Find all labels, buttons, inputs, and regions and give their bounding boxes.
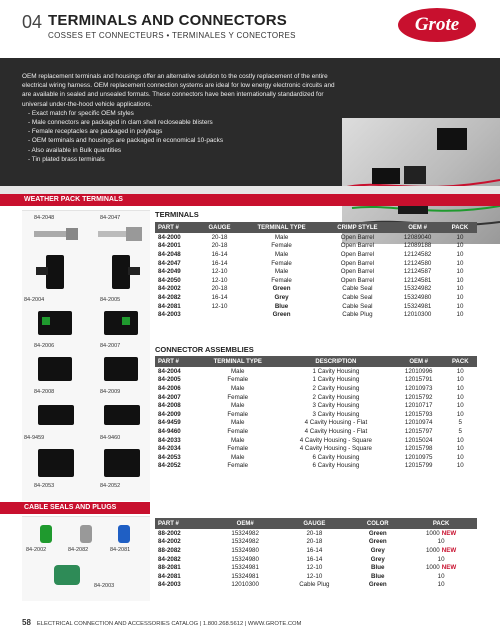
terminal-type: Green [272, 285, 291, 293]
section-subtitle: COSSES ET CONNECTEURS • TERMINALES Y CONECTORES [48, 31, 296, 40]
part-number: 88-2081 [158, 564, 181, 572]
part-number: 84-2049 [158, 268, 181, 276]
terminal-type: Female [271, 259, 292, 267]
connectors-table [155, 356, 477, 470]
gauge: 12-10 [211, 268, 228, 276]
terminal-type: Male [231, 402, 245, 410]
table-header-row [155, 222, 477, 233]
pack: 10 [456, 311, 464, 319]
cable-seals-banner: CABLE SEALS AND PLUGS [0, 502, 150, 514]
table-row [155, 293, 477, 302]
pack-cell [405, 555, 477, 564]
connector-2-cavity-female-icon [100, 307, 144, 341]
pack: 10 [456, 276, 464, 284]
photo-label: 84-2009 [100, 389, 121, 395]
gauge: 20-18 [211, 285, 228, 293]
pack: 10 [456, 436, 464, 444]
connector-6-cavity-female-icon [100, 445, 144, 481]
part-number: 88-2002 [158, 529, 181, 537]
connector-1-cavity-female-icon [102, 251, 142, 295]
connector-4-cavity-flat-female-icon [100, 399, 144, 433]
photo-label: 84-2048 [34, 215, 55, 221]
oem-number: 15324982 [231, 538, 259, 546]
connector-3-cavity-male-icon [34, 353, 78, 387]
connector-2-cavity-male-icon [34, 307, 78, 341]
description: 4 Cavity Housing - Flat [304, 419, 368, 427]
table-row [155, 410, 477, 419]
pack: 10 [437, 581, 445, 589]
description: 3 Cavity Housing [312, 402, 360, 410]
part-number: 84-2047 [158, 259, 181, 267]
terminal-type: Male [274, 233, 289, 241]
pack: 5 [458, 427, 462, 435]
crimp-style: Open Barrel [340, 242, 375, 250]
part-number: 84-2081 [158, 572, 181, 580]
oem-number: 12015798 [404, 445, 433, 453]
color: Blue [371, 564, 385, 572]
table-row [155, 250, 477, 259]
pack: 10 [456, 402, 464, 410]
col-gauge: GAUGE [278, 518, 350, 529]
oem-number: 12124587 [403, 268, 432, 276]
table-row [155, 384, 477, 393]
terminal-type: Grey [274, 293, 289, 301]
photo-label: 84-9460 [100, 435, 121, 441]
pack: 10 [456, 410, 464, 418]
oem-number: 15324982 [231, 529, 259, 537]
table-row [155, 462, 477, 471]
pack: 10 [456, 393, 464, 401]
table-row [155, 538, 477, 547]
col-crimp-style: CRIMP STYLE [322, 222, 392, 233]
pack: 10 [437, 572, 445, 580]
oem-number: 15324982 [403, 285, 432, 293]
pack: 10 [456, 367, 464, 375]
oem-number: 15324981 [231, 572, 259, 580]
table-row [155, 572, 477, 581]
female-terminal-icon [96, 223, 146, 247]
oem-number: 15324980 [231, 546, 259, 554]
pack-cell [405, 581, 477, 590]
part-number: 84-2003 [158, 581, 181, 589]
pack: 1000 [425, 564, 440, 572]
terminal-type: Female [227, 393, 249, 401]
weather-pack-banner: WEATHER PACK TERMINALS [0, 194, 500, 206]
crimp-style: Open Barrel [340, 268, 375, 276]
oem-number: 12015024 [404, 436, 433, 444]
intro-text [22, 72, 342, 164]
green-seal-icon [36, 523, 56, 545]
part-number: 84-9459 [158, 419, 181, 427]
table-row [155, 444, 477, 453]
description: 6 Cavity Housing [312, 462, 360, 470]
description: 4 Cavity Housing - Flat [304, 427, 368, 435]
description: 2 Cavity Housing [312, 393, 360, 401]
table-row [155, 276, 477, 285]
photo-label: 84-9459 [24, 435, 45, 441]
terminal-type: Male [231, 436, 245, 444]
part-number: 84-2009 [158, 410, 181, 418]
color: Green [368, 581, 387, 589]
color: Grey [370, 555, 385, 563]
terminal-type: Female [227, 445, 249, 453]
description: 2 Cavity Housing [312, 384, 360, 392]
oem-number: 12010300 [231, 581, 259, 589]
gauge [198, 310, 240, 319]
terminal-type: Male [274, 268, 289, 276]
col-part: PART # [155, 518, 212, 529]
cable-plug-icon [48, 559, 88, 591]
gauge: 16-14 [306, 555, 323, 563]
terminal-type: Male [231, 419, 245, 427]
connector-6-cavity-male-icon [34, 445, 78, 481]
oem-number: 12089188 [403, 242, 432, 250]
table-row [155, 242, 477, 251]
description: 4 Cavity Housing - Square [299, 445, 372, 453]
oem-number: 12124581 [403, 276, 432, 284]
terminal-type: Female [227, 462, 249, 470]
pack: 10 [456, 250, 464, 258]
pack-cell [405, 538, 477, 547]
oem-number: 15324981 [231, 564, 259, 572]
gauge: 16-14 [211, 293, 228, 301]
oem-number: 12124582 [403, 250, 432, 258]
oem-number: 15324980 [231, 555, 259, 563]
pack: 10 [456, 293, 464, 301]
photo-label: 84-2006 [34, 343, 55, 349]
col-description: DESCRIPTION [278, 356, 394, 367]
table-row [155, 563, 477, 572]
col-oem: OEM# [212, 518, 278, 529]
part-number: 84-2082 [158, 293, 181, 301]
pack: 10 [437, 538, 445, 546]
photo-label: 84-2053 [34, 483, 55, 489]
part-number: 84-2008 [158, 402, 181, 410]
gauge: 12-10 [306, 564, 323, 572]
gauge: 12-10 [211, 302, 228, 310]
col-pack: PACK [443, 222, 477, 233]
gauge: 20-18 [306, 529, 323, 537]
pack: 10 [456, 376, 464, 384]
part-number: 84-2005 [158, 376, 181, 384]
description: 3 Cavity Housing [312, 410, 360, 418]
connector-3-cavity-female-icon [100, 353, 144, 387]
crimp-style: Cable Seal [342, 293, 373, 301]
oem-number: 12010996 [404, 367, 433, 375]
crimp-style: Cable Seal [342, 285, 373, 293]
photo-label: 84-2081 [110, 547, 131, 553]
intro-band [0, 58, 500, 186]
table-row [155, 555, 477, 564]
pack: 5 [458, 419, 462, 427]
pack: 10 [456, 453, 464, 461]
terminals-title: TERMINALS [155, 210, 199, 219]
table-row [155, 529, 477, 538]
col-oem: OEM # [392, 222, 443, 233]
connector-4-cavity-flat-male-icon [34, 399, 78, 433]
intro-bullet: - Tin plated brass terminals [28, 155, 105, 163]
page-number: 58 [22, 618, 31, 627]
new-badge: NEW [441, 529, 457, 537]
pack-cell [405, 546, 477, 555]
photo-label: 84-2047 [100, 215, 121, 221]
terminal-type: Blue [274, 302, 289, 310]
photo-label: 84-2008 [34, 389, 55, 395]
part-number: 84-2082 [158, 555, 181, 563]
terminal-type: Green [272, 311, 291, 319]
part-number: 84-2002 [158, 538, 181, 546]
col-part: PART # [155, 222, 198, 233]
new-badge: NEW [441, 546, 457, 554]
part-number: 84-2033 [158, 436, 181, 444]
section-number: 04 [22, 12, 43, 32]
terminal-type: Female [227, 427, 249, 435]
crimp-style: Open Barrel [340, 250, 375, 258]
part-number: 84-9460 [158, 427, 181, 435]
part-number: 84-2048 [158, 250, 181, 258]
pack: 10 [456, 285, 464, 293]
terminal-type: Female [227, 376, 249, 384]
section-title: TERMINALS AND CONNECTORS [48, 12, 287, 29]
description: 6 Cavity Housing [312, 453, 360, 461]
table-row [155, 233, 477, 242]
oem-number: 12015793 [404, 410, 433, 418]
oem-number: 12015797 [404, 427, 433, 435]
oem-number: 15324980 [403, 293, 432, 301]
table-row [155, 376, 477, 385]
crimp-style: Open Barrel [340, 259, 375, 267]
gauge: Cable Plug [299, 581, 330, 589]
terminals-table [155, 222, 477, 319]
page-header [0, 0, 500, 58]
gauge: 16-14 [211, 250, 228, 258]
col-part: PART # [155, 356, 198, 367]
pack: 10 [456, 302, 464, 310]
oem-number: 12124580 [403, 259, 432, 267]
part-number: 84-2007 [158, 393, 181, 401]
oem-number: 12089040 [403, 233, 432, 241]
cable-seals-table [155, 518, 477, 589]
part-number: 84-2004 [158, 367, 181, 375]
oem-number: 12010300 [403, 311, 432, 319]
table-row [155, 546, 477, 555]
part-number: 84-2002 [158, 285, 181, 293]
gauge: 20-18 [211, 233, 228, 241]
photo-label: 84-2007 [100, 343, 121, 349]
cable-seals-photo-panel [22, 516, 150, 601]
pack: 1000 [425, 529, 440, 537]
oem-number: 12010717 [404, 402, 433, 410]
oem-number: 12010975 [404, 453, 433, 461]
oem-number: 12015791 [404, 376, 433, 384]
terminal-type: Male [231, 453, 245, 461]
part-number: 84-2034 [158, 445, 181, 453]
connector-1-cavity-male-icon [36, 251, 76, 295]
pack: 10 [456, 233, 464, 241]
oem-number: 15324981 [403, 302, 432, 310]
table-row [155, 302, 477, 311]
new-badge: NEW [441, 564, 457, 572]
col-oem: OEM # [394, 356, 444, 367]
photo-label: 84-2002 [26, 547, 47, 553]
col-terminal-type: TERMINAL TYPE [241, 222, 323, 233]
table-header-row [155, 518, 477, 529]
col-terminal-type: TERMINAL TYPE [198, 356, 278, 367]
terminal-type: Female [271, 242, 292, 250]
pack: 10 [456, 259, 464, 267]
photo-label: 84-2004 [24, 297, 45, 303]
grey-seal-icon [76, 523, 96, 545]
part-number: 88-2082 [158, 546, 181, 554]
crimp-style: Cable Plug [342, 311, 373, 319]
pack-cell [405, 529, 477, 538]
photo-label: 84-2052 [100, 483, 121, 489]
oem-number: 12015792 [404, 393, 433, 401]
gauge: 20-18 [306, 538, 323, 546]
oem-number: 12010974 [404, 419, 433, 427]
grote-logo: Grote [398, 8, 476, 42]
terminal-type: Female [271, 276, 292, 284]
divider-strip [0, 186, 500, 194]
intro-bullet: - OEM terminals and housings are packaged in economical 10-packs [28, 137, 224, 145]
oem-number: 12010973 [404, 384, 433, 392]
gauge: 16-14 [306, 546, 323, 554]
footer-text: ELECTRICAL CONNECTION AND ACCESSORIES CATALOG | 1.800.268.5612 | WWW.GROTE.COM [36, 621, 302, 627]
terminal-type: Male [231, 384, 245, 392]
part-number: 84-2006 [158, 384, 181, 392]
page-footer [22, 618, 301, 627]
color: Green [368, 529, 387, 537]
pack-cell [405, 572, 477, 581]
table-row [155, 401, 477, 410]
col-color: COLOR [350, 518, 405, 529]
table-row [155, 581, 477, 590]
photo-label: 84-2005 [100, 297, 121, 303]
table-row [155, 453, 477, 462]
part-number: 84-2000 [158, 233, 181, 241]
description: 1 Cavity Housing [312, 367, 360, 375]
terminal-type: Male [274, 250, 289, 258]
oem-number: 12015799 [404, 462, 433, 470]
color: Green [368, 538, 387, 546]
gauge: 12-10 [306, 572, 323, 580]
color: Grey [370, 546, 385, 554]
pack: 10 [456, 242, 464, 250]
table-row [155, 259, 477, 268]
col-pack: PACK [444, 356, 477, 367]
description: 1 Cavity Housing [312, 376, 360, 384]
pack-cell [405, 563, 477, 572]
table-row [155, 393, 477, 402]
gauge: 20-18 [211, 242, 228, 250]
part-number: 84-2081 [158, 302, 181, 310]
crimp-style: Cable Seal [342, 302, 373, 310]
gauge: 16-14 [211, 259, 228, 267]
pack: 10 [456, 462, 464, 470]
table-row [155, 285, 477, 294]
crimp-style: Open Barrel [340, 276, 375, 284]
photo-label: 84-2082 [68, 547, 89, 553]
pack: 10 [456, 268, 464, 276]
weather-pack-photo-panel [22, 210, 150, 501]
male-terminal-icon [32, 223, 82, 247]
table-row [155, 267, 477, 276]
col-pack: PACK [405, 518, 477, 529]
pack: 10 [437, 555, 445, 563]
blue-seal-icon [114, 523, 134, 545]
intro-bullet: - Male connectors are packaged in clam shell recloseable blisters [28, 119, 213, 127]
part-number: 84-2001 [158, 242, 181, 250]
part-number: 84-2003 [158, 311, 181, 319]
description: 4 Cavity Housing - Square [299, 436, 372, 444]
color: Blue [371, 572, 385, 580]
intro-paragraph: OEM replacement terminals and housings offer an alternative solution to the costly replacement of the entire electrical wiring harness. OEM replacement connection systems are ideal for low energy electronic circuits and are available in sealed and unsealed formats. These connectors have been internationally standardized for universal under-the-hood vehicle applications. [22, 73, 335, 108]
terminal-type: Female [227, 410, 249, 418]
part-number: 84-2053 [158, 453, 181, 461]
table-row [155, 419, 477, 428]
table-row [155, 310, 477, 319]
table-row [155, 367, 477, 376]
terminal-type: Male [231, 367, 245, 375]
intro-bullet: - Female receptacles are packaged in polybags [28, 128, 163, 136]
connectors-title: CONNECTOR ASSEMBLIES [155, 345, 254, 354]
table-header-row [155, 356, 477, 367]
gauge: 12-10 [211, 276, 228, 284]
col-gauge: GAUGE [198, 222, 240, 233]
table-row [155, 427, 477, 436]
intro-bullet: - Exact match for specific OEM styles [28, 109, 134, 117]
pack: 1000 [425, 546, 440, 554]
part-number: 84-2050 [158, 276, 181, 284]
photo-label: 84-2003 [94, 583, 115, 589]
table-row [155, 436, 477, 445]
part-number: 84-2052 [158, 462, 181, 470]
pack: 10 [456, 384, 464, 392]
pack: 10 [456, 445, 464, 453]
crimp-style: Open Barrel [340, 233, 375, 241]
intro-bullet: - Also available in Bulk quantities [28, 146, 122, 154]
